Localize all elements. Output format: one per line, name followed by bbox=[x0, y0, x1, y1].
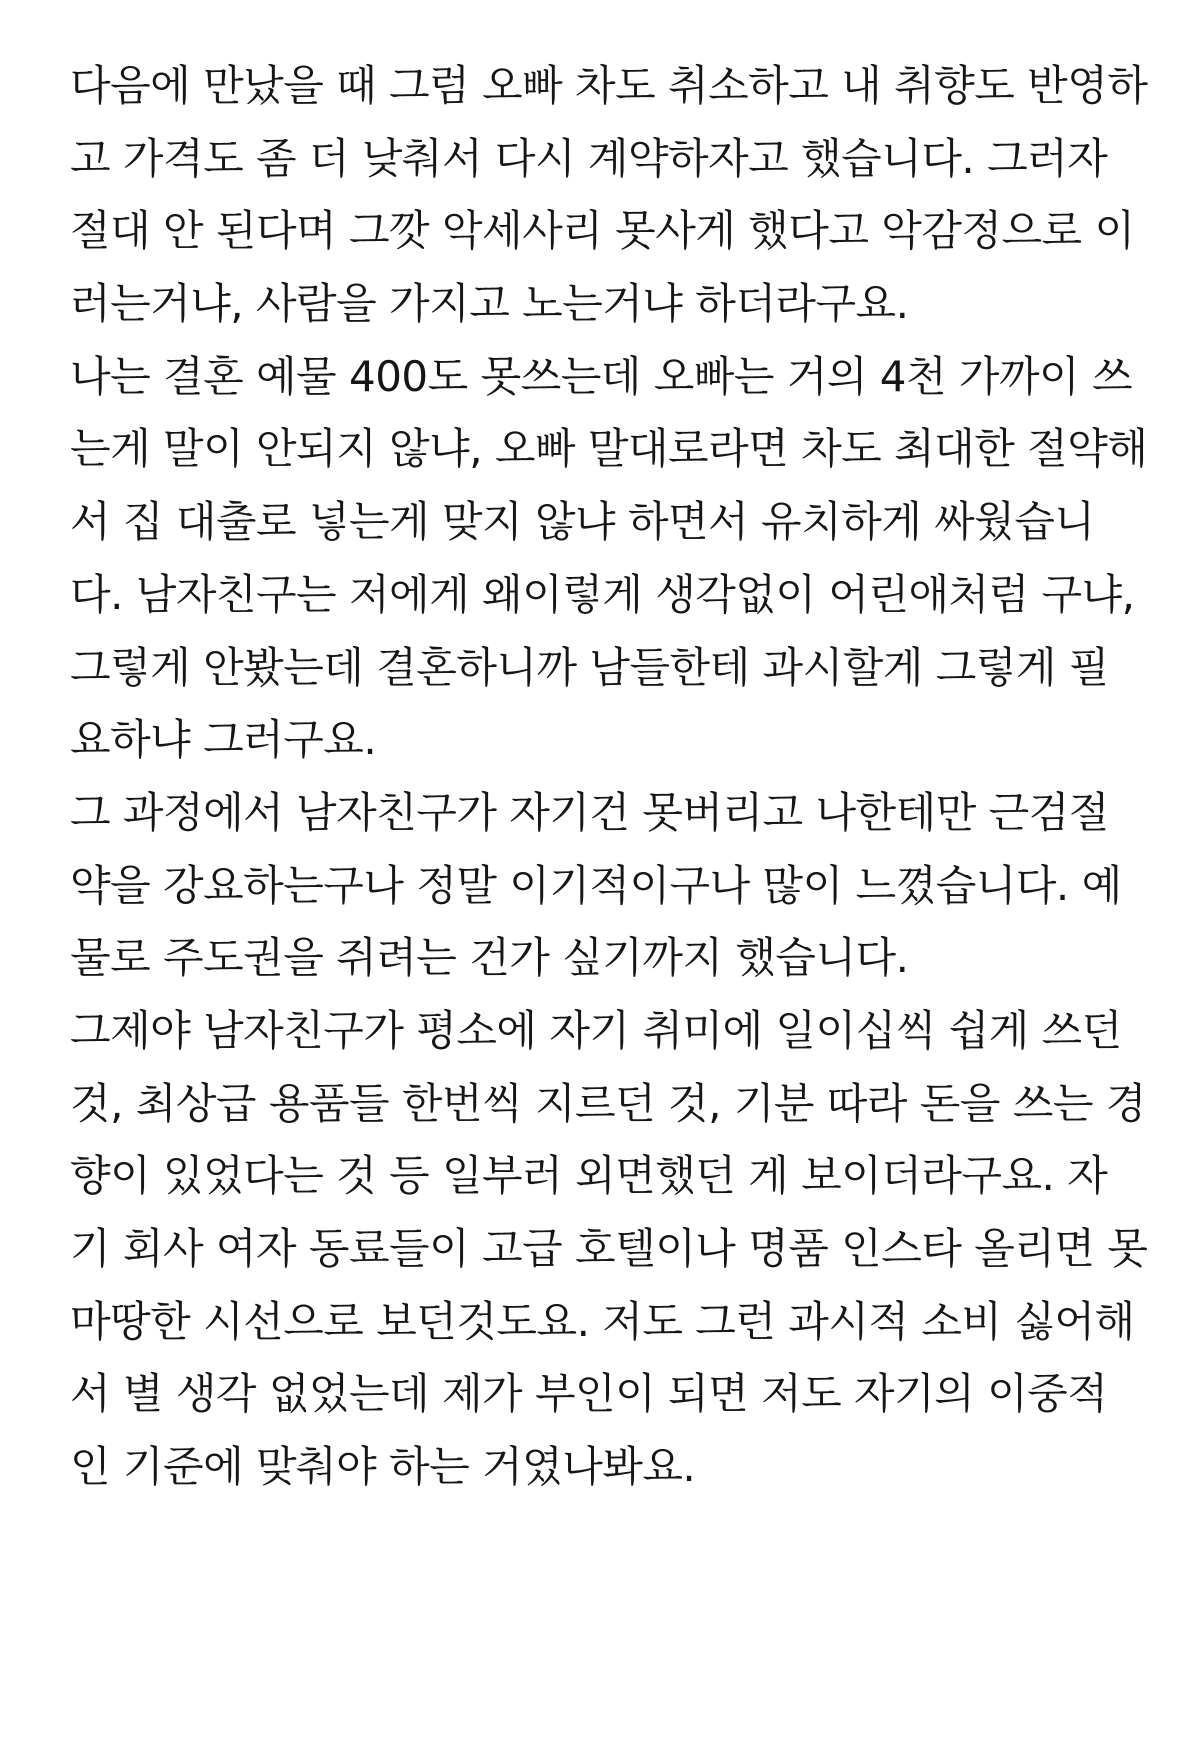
text-line: 약을 강요하는구나 정말 이기적이구나 많이 느꼈습니다. 예 bbox=[70, 860, 1122, 910]
text-line: 러는거냐, 사람을 가지고 노는거냐 하더라구요. bbox=[70, 279, 909, 329]
text-line: 그제야 남자친구가 평소에 자기 취미에 일이십씩 쉽게 쓰던 bbox=[70, 1005, 1122, 1055]
text-line: 다. 남자친구는 저에게 왜이렇게 생각없이 어린애처럼 구냐, bbox=[70, 569, 1135, 619]
text-line: 서 별 생각 없었는데 제가 부인이 되면 저도 자기의 이중적 bbox=[70, 1369, 1108, 1419]
text-line: 서 집 대출로 넣는게 맞지 않냐 하면서 유치하게 싸웠습니 bbox=[70, 497, 1095, 547]
text-line: 마땅한 시선으로 보던것도요. 저도 그런 과시적 소비 싫어해 bbox=[70, 1296, 1135, 1346]
text-line: 물로 주도권을 쥐려는 건가 싶기까지 했습니다. bbox=[70, 933, 909, 983]
text-line: 인 기준에 맞춰야 하는 거였나봐요. bbox=[70, 1442, 696, 1492]
text-line: 그 과정에서 남자친구가 자기건 못버리고 나한테만 근검절 bbox=[70, 787, 1109, 837]
article-body bbox=[70, 50, 1170, 1504]
text-line: 절대 안 된다며 그깟 악세사리 못사게 했다고 악감정으로 이 bbox=[70, 206, 1135, 256]
text-line: 것, 최상급 용품들 한번씩 지르던 것, 기분 따라 돈을 쓰는 경 bbox=[70, 1078, 1146, 1128]
text-line: 요하냐 그러구요. bbox=[70, 715, 377, 765]
text-line: 고 가격도 좀 더 낮춰서 다시 계약하자고 했습니다. 그러자 bbox=[70, 133, 1108, 183]
text-line: 다음에 만났을 때 그럼 오빠 차도 취소하고 내 취향도 반영하 bbox=[70, 61, 1148, 110]
text-line: 나는 결혼 예물 400도 못쓰는데 오빠는 거의 4천 가까이 쓰 bbox=[70, 351, 1133, 401]
text-line: 그렇게 안봤는데 결혼하니까 남들한테 과시할게 그렇게 필 bbox=[70, 642, 1109, 692]
text-line: 향이 있었다는 것 등 일부러 외면했던 게 보이더라구요. 자 bbox=[70, 1151, 1108, 1201]
text-line: 기 회사 여자 동료들이 고급 호텔이나 명품 인스타 올리면 못 bbox=[70, 1224, 1148, 1273]
text-line: 는게 말이 안되지 않냐, 오빠 말대로라면 차도 최대한 절약해 bbox=[70, 424, 1148, 474]
